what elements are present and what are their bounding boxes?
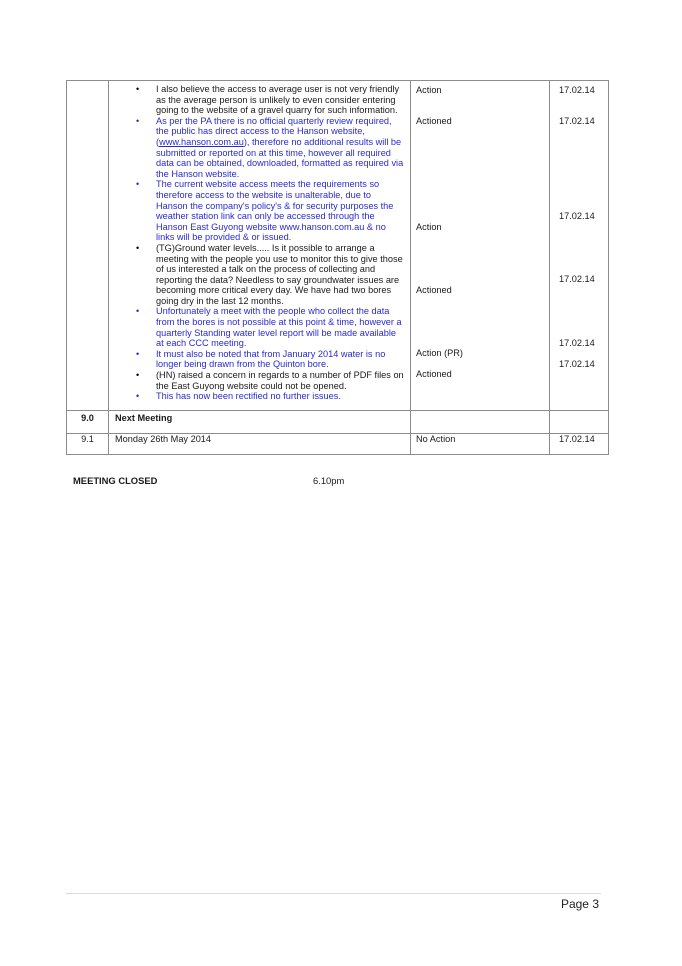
meeting-closed-label: MEETING CLOSED [73, 475, 158, 486]
list-item-text: ), therefore no additional results will be submitted or reported on at this time, however all required data can be obtained, downloaded, formatted as required via the Hanson website. [156, 136, 404, 179]
action-status: Actioned [416, 369, 452, 379]
action-status: Action [416, 222, 442, 232]
action-status: Action [416, 85, 442, 95]
empty-cell [411, 411, 550, 434]
action-status: No Action [411, 434, 550, 455]
discussion-list [109, 84, 410, 402]
minutes-table [66, 80, 609, 455]
action-status: Actioned [416, 285, 452, 295]
list-item: • The current website access meets the requirements so therefore access to the website is unalterable, due to Hanson the company's policy's & for security purposes the weather station link can only be accessed through the Hanson East Guyong website www.hanson.com.au & no links will be provided & or issued. [156, 179, 404, 243]
list-item: • (HN) raised a concern in regards to a number of PDF files on the East Guyong website could not be opened. [156, 370, 404, 391]
date-column [550, 81, 608, 410]
list-item [156, 116, 404, 180]
action-column [411, 81, 549, 410]
section-header-row [67, 411, 609, 434]
action-cell [411, 81, 550, 411]
item-number: 9.1 [67, 434, 109, 455]
list-item: • Unfortunately a meet with the people who collect the data from the bores is not possible at this point & time, however a quarterly Standing water level report will be made available at each CCC meeting. [156, 306, 404, 348]
date-value: 17.02.14 [559, 338, 595, 348]
list-item: • I also believe the access to average user is not very friendly as the average person is unlikely to even consider entering going to the website of a gravel quarry for such information. [156, 84, 404, 116]
date-cell [550, 81, 609, 411]
date-value: 17.02.14 [559, 274, 595, 284]
page-number: Page 3 [560, 897, 599, 911]
footer-divider [66, 893, 601, 894]
action-status: Action (PR) [416, 348, 463, 358]
section-number: 9.0 [67, 411, 109, 434]
table-row [67, 434, 609, 455]
section-title: Next Meeting [109, 411, 411, 434]
date-value: 17.02.14 [559, 116, 595, 126]
meeting-date-text: Monday 26th May 2014 [109, 434, 411, 455]
table-row [67, 81, 609, 411]
date-value: 17.02.14 [559, 359, 595, 369]
meeting-closed-time: 6.10pm [313, 475, 345, 486]
empty-cell [550, 411, 609, 434]
discussion-cell [109, 81, 411, 411]
list-item: • (TG)Ground water levels..... Is it possible to arrange a meeting with the people you use to monitor this to give those of us interested a talk on the process of collecting and reporting the data? Needless to say groundwater issues are becoming more critical every day. We have had two bores going dry in the last 12 months. [156, 243, 404, 307]
action-status: Actioned [416, 116, 452, 126]
list-item: • This has now been rectified no further issues. [156, 391, 404, 402]
item-number-cell [67, 81, 109, 411]
date-value: 17.02.14 [559, 211, 595, 221]
date-value: 17.02.14 [559, 85, 595, 95]
hanson-website-link[interactable]: www.hanson.com.au [159, 136, 244, 147]
list-item: • It must also be noted that from January 2014 water is no longer being drawn from the Quinton bore. [156, 349, 404, 370]
list-item-text: As per the PA there is no official quarterly review required, the public has direct access to the Hanson website, ( [156, 115, 392, 147]
date-value: 17.02.14 [550, 434, 609, 455]
